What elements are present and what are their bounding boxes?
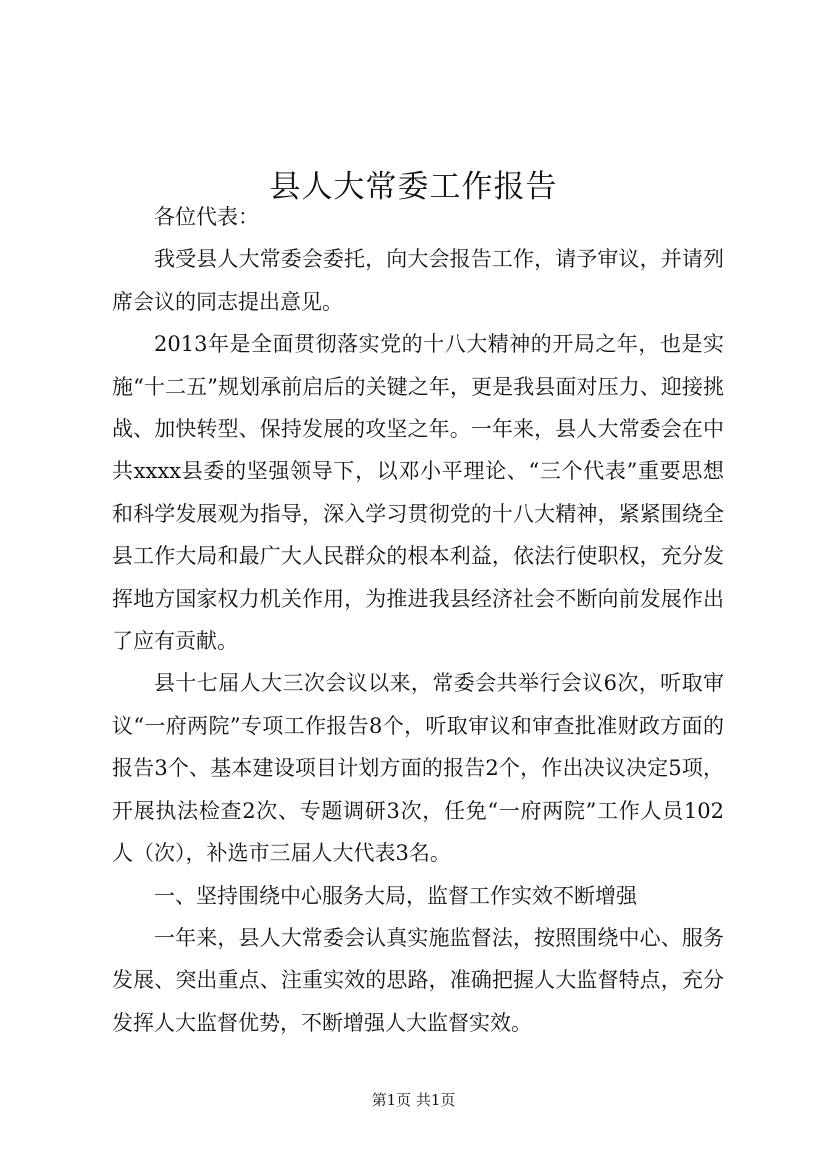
paragraph-introduction: 我受县人大常委会委托，向大会报告工作，请予审议，并请列席会议的同志提出意见。 (112, 247, 724, 314)
document-title: 县人大常委工作报告 (269, 168, 558, 205)
paragraph-statistics: 县十七届人大三次会议以来，常委会共举行会议6次，听取审议“一府两院”专项工作报告8个，听取审议和审查批准财政方面的报告3个、基本建设项目计划方面的报告2个，作出决议决定5项，开展执法检查2次、专题调研3次，任免“一府两院”工作人员102人（次），补选市三届人大代表3名。 (112, 671, 724, 866)
section-heading: 一、坚持围绕中心服务大局，监督工作实效不断增强 (154, 883, 637, 908)
page-number-footer: 第1页 共1页 (371, 1091, 456, 1109)
paragraph-supervision: 一年来，县人大常委会认真实施监督法，按照围绕中心、服务发展、突出重点、注重实效的思路，准确把握人大监督特点，充分发挥人大监督优势，不断增强人大监督实效。 (112, 925, 724, 1035)
paragraph-overview: 2013年是全面贯彻落实党的十八大精神的开局之年，也是实施“十二五”规划承前启后的关键之年，更是我县面对压力、迎接挑战、加快转型、保持发展的攻坚之年。一年来，县人大常委会在中共xxxx县委的坚强领导下，以邓小平理论、“三个代表”重要思想和科学发展观为指导，深入学习贯彻党的十八大精神，紧紧围绕全县工作大局和最广大人民群众的根本利益，依法行使职权，充分发挥地方国家权力机关作用，为推进我县经济社会不断向前发展作出了应有贡献。 (112, 332, 724, 654)
paragraph-salutation: 各位代表： (154, 205, 259, 229)
document-body (112, 196, 724, 1044)
